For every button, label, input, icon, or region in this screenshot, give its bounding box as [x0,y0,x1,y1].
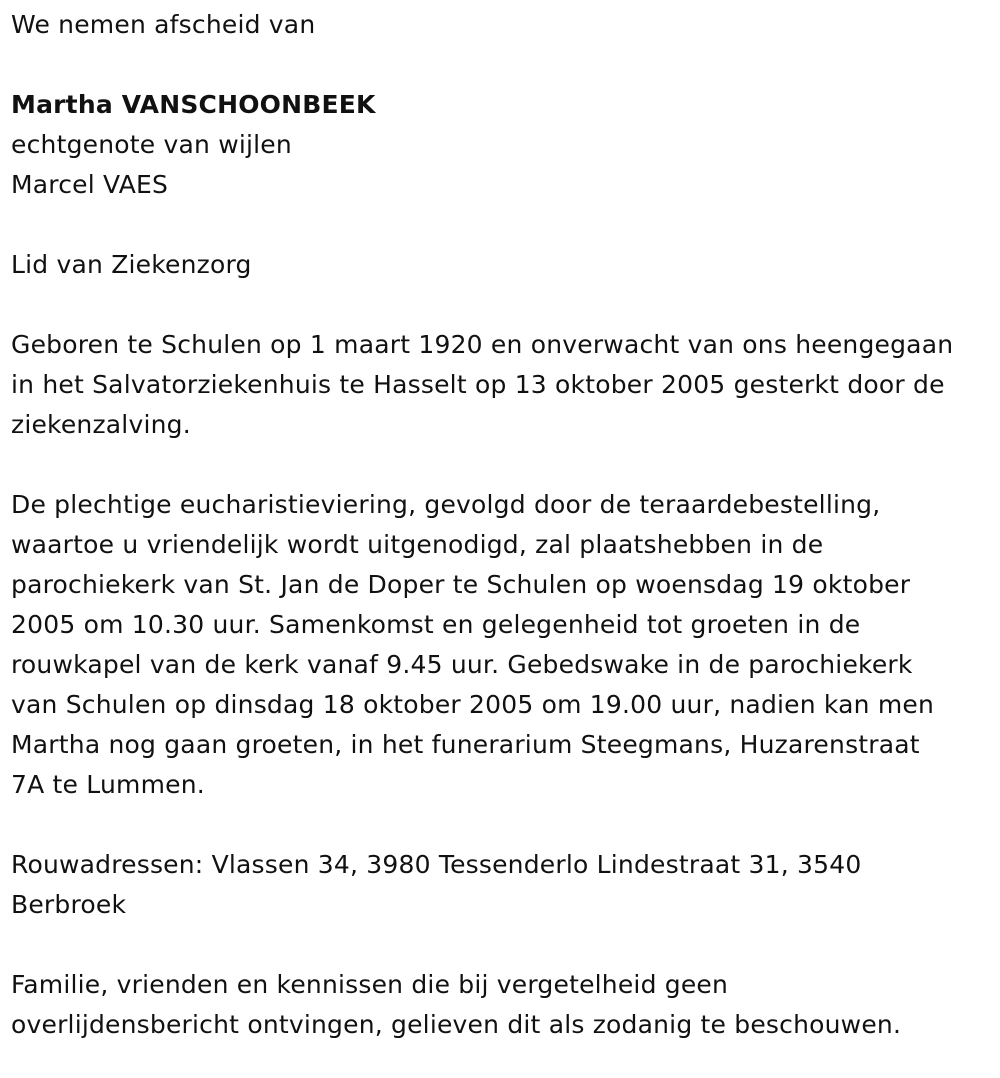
paragraph-line: rouwkapel van de kerk vanaf 9.45 uur. Gebedswake in de parochiekerk [11,650,913,679]
death-notice [11,5,996,1045]
spacer [11,445,996,485]
paragraph-line: Geboren te Schulen op 1 maart 1920 en onverwacht van ons heengegaan [11,330,954,359]
spacer [11,925,996,965]
ceremony-paragraph [11,485,996,805]
paragraph-line: overlijdensbericht ontvingen, gelieven dit als zodanig te beschouwen. [11,1010,902,1039]
paragraph-line: 2005 om 10.30 uur. Samenkomst en gelegenheid tot groeten in de [11,610,861,639]
spacer [11,285,996,325]
birth-death-paragraph [11,325,996,445]
paragraph-line: ziekenzalving. [11,410,191,439]
deceased-name: Martha VANSCHOONBEEK [11,90,376,119]
paragraph-line: parochiekerk van St. Jan de Doper te Schulen op woensdag 19 oktober [11,570,911,599]
relation-line: echtgenote van wijlen [11,130,292,159]
paragraph-line: in het Salvatorziekenhuis te Hasselt op 13 oktober 2005 gesterkt door de [11,370,945,399]
spacer [11,805,996,845]
paragraph-line: 7A te Lummen. [11,770,205,799]
paragraph-line: van Schulen op dinsdag 18 oktober 2005 om 19.00 uur, nadien kan men [11,690,935,719]
membership-line: Lid van Ziekenzorg [11,250,252,279]
spacer [11,205,996,245]
closing-paragraph [11,965,996,1045]
addresses-paragraph [11,845,996,925]
paragraph-line: Familie, vrienden en kennissen die bij vergetelheid geen [11,970,729,999]
intro-line: We nemen afscheid van [11,10,316,39]
spacer [11,45,996,85]
paragraph-line: Rouwadressen: Vlassen 34, 3980 Tessenderlo Lindestraat 31, 3540 [11,850,862,879]
spouse-name: Marcel VAES [11,170,169,199]
paragraph-line: waartoe u vriendelijk wordt uitgenodigd, zal plaatshebben in de [11,530,824,559]
paragraph-line: De plechtige eucharistieviering, gevolgd door de teraardebestelling, [11,490,881,519]
paragraph-line: Martha nog gaan groeten, in het funerarium Steegmans, Huzarenstraat [11,730,920,759]
paragraph-line: Berbroek [11,890,127,919]
